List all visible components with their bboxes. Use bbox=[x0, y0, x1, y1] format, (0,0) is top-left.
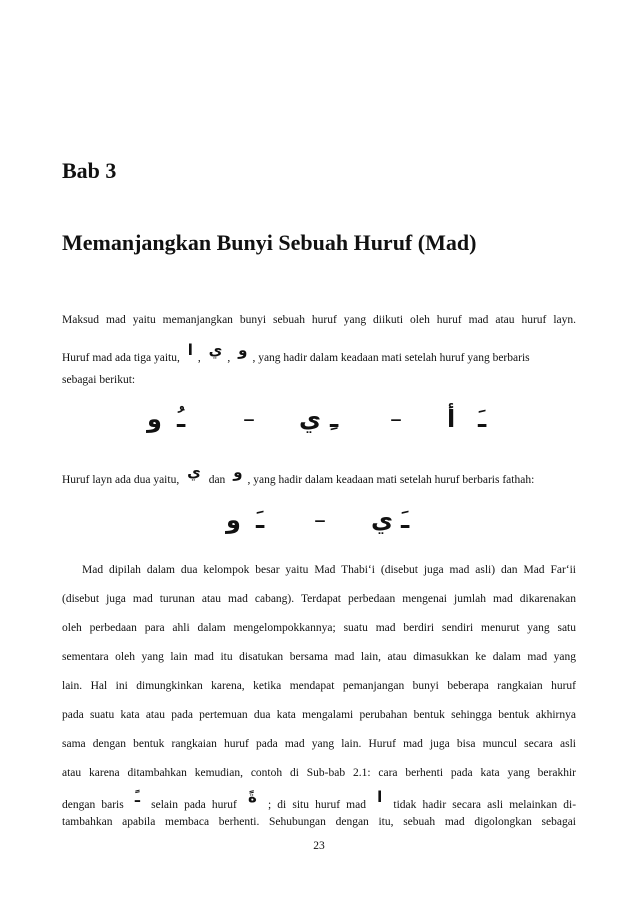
chapter-title: Memanjangkan Bunyi Sebuah Huruf (Mad) bbox=[62, 230, 477, 255]
arabic-fathah-mark: ـَ bbox=[478, 405, 487, 433]
paragraph-3-line-4: sementara oleh yang lain mad itu disatukan bersama mad lain, atau dimasukkan ke dalam mad yang bbox=[62, 651, 576, 663]
paragraph-3-line-7: sama dengan bentuk rangkaian huruf pada mad yang lain. Huruf mad juga bisa muncul secara asli bbox=[62, 738, 576, 750]
paragraph-1-line-2 bbox=[62, 341, 576, 365]
arabic-waw-letter: و bbox=[226, 506, 241, 534]
separator-dash: – bbox=[390, 405, 402, 433]
text-segment: dan bbox=[208, 474, 226, 486]
paragraph-3-line-1: Mad dipilah dalam dua kelompok besar yaitu Mad Thabi‘i (disebut juga mad asli) dan Mad Far‘ii bbox=[82, 564, 576, 576]
paragraph-1-line-3: sebagai berikut: bbox=[62, 374, 136, 386]
text-segment: , yang hadir dalam keadaan mati setelah huruf yang berbaris bbox=[252, 352, 530, 364]
arabic-ta-marbutah: ةً bbox=[247, 788, 257, 806]
arabic-ya-letter: ي bbox=[371, 506, 393, 534]
arabic-kasrah-mark: ـِ bbox=[330, 405, 339, 433]
paragraph-3-line-2: (disebut juga mad turunan atau mad cabang). Terdapat perbedaan mengenai jumlah mad dikarenakan bbox=[62, 593, 576, 605]
text-segment: selain pada huruf bbox=[151, 799, 237, 811]
paragraph-1-line-1: Maksud mad yaitu memanjangkan bunyi sebuah huruf yang diikuti oleh huruf mad atau huruf layn. bbox=[62, 314, 576, 326]
arabic-alif: ا bbox=[187, 341, 193, 359]
arabic-fathah-mark: ـَ bbox=[256, 506, 265, 534]
text-segment: dengan baris bbox=[62, 799, 124, 811]
arabic-alif-letter: أ bbox=[447, 405, 456, 433]
comma: , bbox=[197, 352, 201, 364]
paragraph-3-line-6: pada suatu kata atau pada pertemuan dua kata mengalami perubahan bentuk sehingga bentuk akhirnya bbox=[62, 709, 576, 721]
arabic-ya-letter: ي bbox=[299, 405, 321, 433]
text-segment: ; di situ huruf mad bbox=[267, 799, 366, 811]
arabic-tanwin: ـً bbox=[134, 788, 140, 806]
chapter-heading: Bab 3 bbox=[62, 158, 117, 183]
arabic-fathah-mark: ـَ bbox=[401, 506, 410, 534]
text-segment: Huruf layn ada dua yaitu, bbox=[62, 474, 180, 486]
arabic-alif: ا bbox=[377, 788, 383, 806]
arabic-ya: ي bbox=[187, 463, 201, 481]
paragraph-3-line-3: oleh perbedaan para ahli dalam mengelompokkannya; suatu mad berdiri sendiri menurut yang satu bbox=[62, 622, 576, 634]
comma: , bbox=[227, 352, 231, 364]
separator-dash: – bbox=[314, 506, 326, 534]
arabic-waw-letter: و bbox=[147, 405, 162, 433]
text-segment: , yang hadir dalam keadaan mati setelah huruf berbaris fathah: bbox=[247, 474, 535, 486]
separator-dash: – bbox=[243, 405, 255, 433]
paragraph-3-line-9 bbox=[62, 788, 577, 812]
arabic-dhammah-mark: ـُ bbox=[177, 405, 186, 433]
paragraph-3-line-8: atau karena ditambahkan kemudian, contoh di Sub-bab 2.1: cara berhenti pada kata yang berakhir bbox=[62, 767, 576, 779]
text-segment: Huruf mad ada tiga yaitu, bbox=[62, 352, 180, 364]
text-segment: tidak hadir secara asli melainkan di- bbox=[393, 799, 577, 811]
paragraph-3-line-5: lain. Hal ini dimungkinkan karena, ketika mendapat pemanjangan bunyi beberapa rangkaian huruf bbox=[62, 680, 576, 692]
paragraph-3-line-10: tambahkan apabila membaca berhenti. Sehubungan dengan itu, sebuah mad digolongkan sebagai bbox=[62, 816, 576, 828]
arabic-waw: و bbox=[233, 463, 243, 481]
paragraph-2 bbox=[62, 463, 576, 487]
arabic-waw: و bbox=[238, 341, 248, 359]
arabic-ya: ي bbox=[208, 341, 223, 359]
page-number: 23 bbox=[313, 840, 325, 852]
